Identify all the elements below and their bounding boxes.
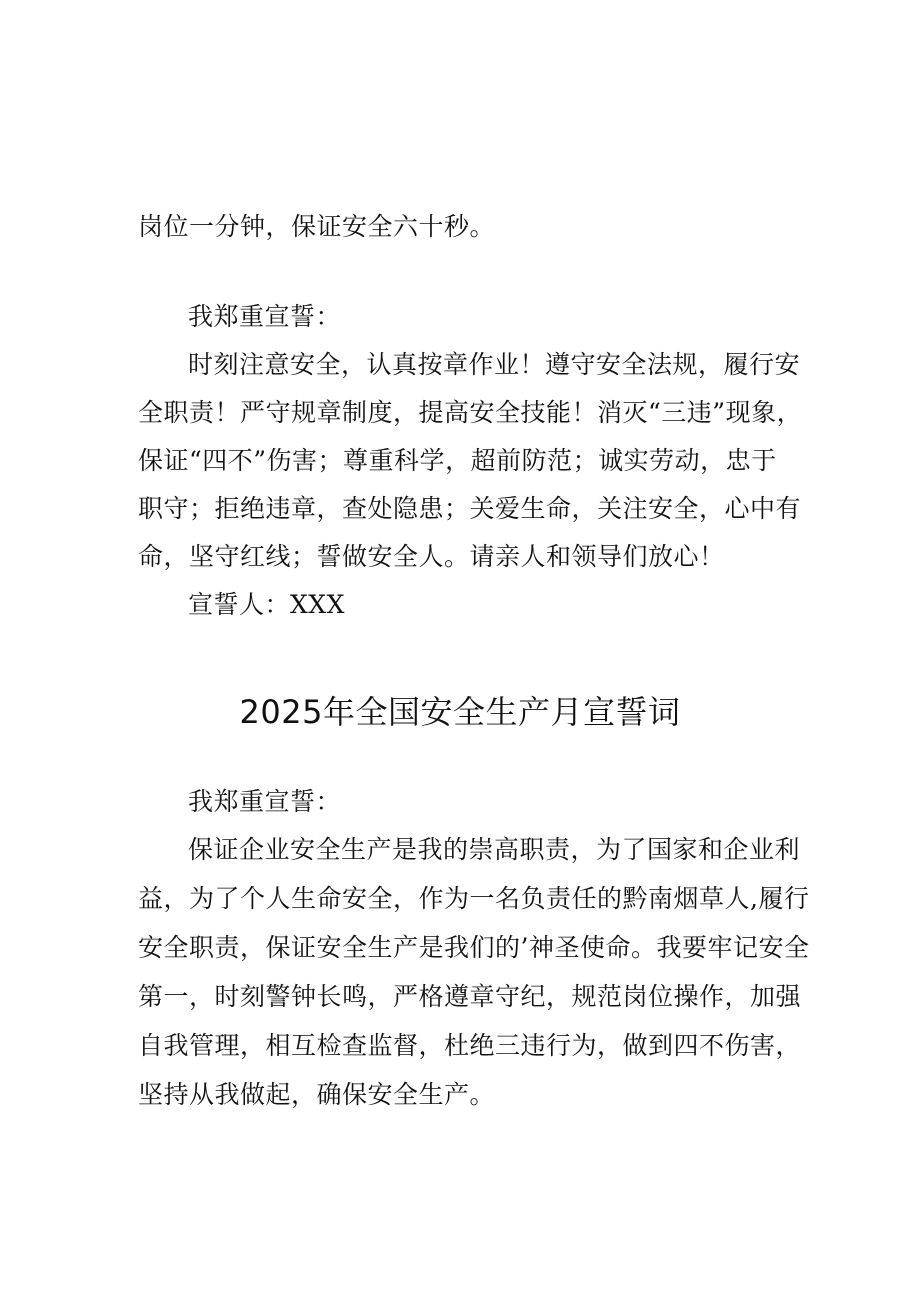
signer-line: 宣誓人：XXX xyxy=(188,590,345,619)
pledge-line: 命，坚守红线；誓做安全人。请亲人和领导们放心！ xyxy=(138,542,725,571)
pledge-line: 时刻注意安全，认真按章作业！遵守安全法规，履行安 xyxy=(188,350,801,379)
pledge-line: 坚持从我做起，确保安全生产。 xyxy=(138,1080,496,1109)
paragraph-line: 岗位一分钟，保证安全六十秒。 xyxy=(138,212,496,241)
pledge-line: 益，为了个人生命安全，作为一名负责任的黔南烟草人,履行 xyxy=(138,884,810,913)
pledge-line: 保证企业安全生产是我的崇高职责，为了国家和企业利 xyxy=(188,835,801,864)
pledge-heading: 我郑重宣誓： xyxy=(188,302,342,331)
pledge-line: 全职责！严守规章制度，提高安全技能！消灭“三违”现象， xyxy=(138,398,803,427)
pledge-line: 安全职责，保证安全生产是我们的’神圣使命。我要牢记安全 xyxy=(138,933,810,962)
pledge-line: 职守；拒绝违章，查处隐患；关爱生命，关注安全，心中有 xyxy=(138,494,802,523)
pledge-line: 自我管理，相互检查监督，杜绝三违行为，做到四不伤害， xyxy=(138,1031,802,1060)
document-title: 2025年全国安全生产月宣誓词 xyxy=(239,693,681,731)
pledge-line: 第一，时刻警钟长鸣，严格遵章守纪，规范岗位操作，加强 xyxy=(138,982,802,1011)
pledge-heading: 我郑重宣誓： xyxy=(188,787,342,816)
pledge-line: 保证“四不”伤害；尊重科学，超前防范；诚实劳动，忠于 xyxy=(138,446,777,475)
